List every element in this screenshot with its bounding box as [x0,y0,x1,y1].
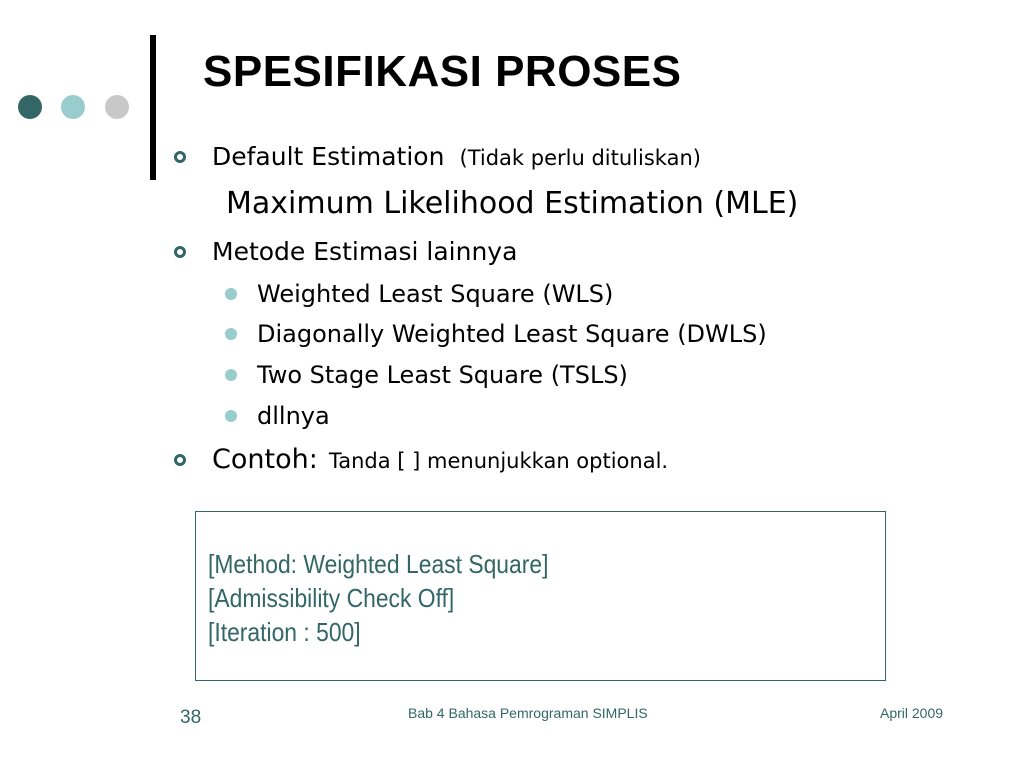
dot-bullet-icon [225,288,237,300]
sub-item-wls [225,278,613,310]
decor-dot-gray [105,95,129,119]
sub-item-etc [225,400,330,432]
bullet-text: Default Estimation [212,142,445,171]
bullet-text: Metode Estimasi lainnya [212,237,518,266]
bullet-text: Contoh: [212,444,318,475]
decor-dot-dark [18,95,42,119]
bullet-note: Tanda [ ] menunjukkan optional. [328,449,669,473]
sub-item-tsls [225,359,628,391]
sub-item-dwls [225,318,767,350]
footer-text: Bab 4 Bahasa Pemrograman SIMPLIS [408,705,648,721]
dot-bullet-icon [225,328,237,340]
slide-title: SPESIFIKASI PROSES [203,47,682,96]
bullet-note: (Tidak perlu dituliskan) [459,146,701,170]
bullet-other-methods [174,235,517,269]
page-number: 38 [180,707,202,728]
code-line: [Admissibility Check Off] [208,583,455,613]
sub-item-text: Weighted Least Square (WLS) [257,280,614,308]
footer-date: April 2009 [880,705,944,721]
sub-item-text: Two Stage Least Square (TSLS) [257,361,628,389]
sub-item-text: dllnya [257,402,330,430]
dot-bullet-icon [225,369,237,381]
bullet-default-estimation [174,140,701,174]
code-example-box [195,511,886,681]
title-divider [150,35,156,180]
code-line: [Iteration : 500] [208,617,361,647]
ring-bullet-icon [174,151,186,163]
code-line: [Method: Weighted Least Square] [208,549,549,579]
bullet-example [174,442,668,478]
mle-line: Maximum Likelihood Estimation (MLE) [226,186,799,221]
ring-bullet-icon [174,454,186,466]
sub-item-text: Diagonally Weighted Least Square (DWLS) [257,320,767,348]
ring-bullet-icon [174,246,186,258]
dot-bullet-icon [225,410,237,422]
decor-dot-light [61,95,85,119]
